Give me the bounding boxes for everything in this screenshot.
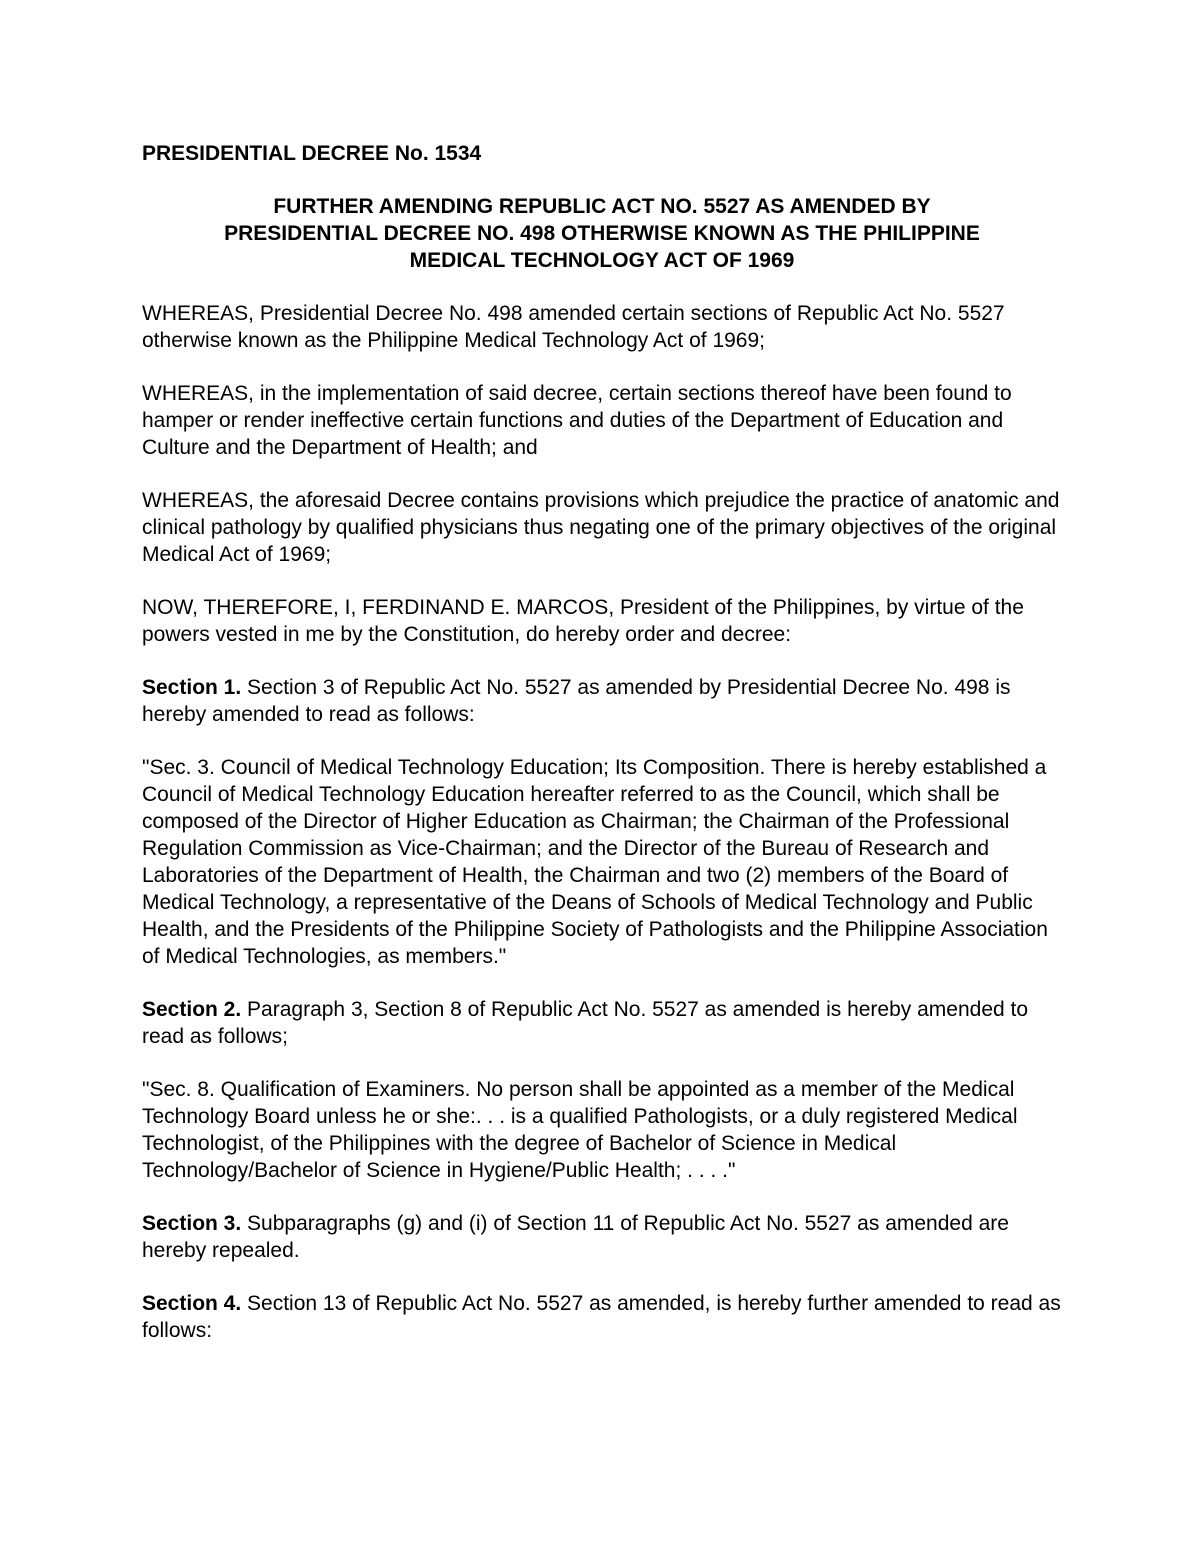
- section-3-text: Subparagraphs (g) and (i) of Section 11 of Republic Act No. 5527 as amended are hereby repealed.: [142, 1212, 1009, 1262]
- section-2: [142, 996, 1062, 1050]
- section-2-text: Paragraph 3, Section 8 of Republic Act No. 5527 as amended is hereby amended to read as follows;: [142, 998, 1029, 1048]
- now-therefore-clause: NOW, THEREFORE, I, FERDINAND E. MARCOS, President of the Philippines, by virtue of the powers vested in me by the Constitution, do hereby order and decree:: [142, 596, 1024, 646]
- document-title: [142, 193, 1062, 274]
- section-1: [142, 674, 1062, 728]
- title-line-2: PRESIDENTIAL DECREE NO. 498 OTHERWISE KNOWN AS THE PHILIPPINE: [224, 222, 980, 245]
- section-4-text: Section 13 of Republic Act No. 5527 as amended, is hereby further amended to read as follows:: [142, 1292, 1061, 1342]
- section-3-label: Section 3.: [142, 1212, 242, 1235]
- whereas-clause-3: WHEREAS, the aforesaid Decree contains provisions which prejudice the practice of anatomic and clinical pathology by qualified physicians thus negating one of the primary objectives of the original Medical Act of 1969;: [142, 489, 1060, 566]
- title-line-1: FURTHER AMENDING REPUBLIC ACT NO. 5527 AS AMENDED BY: [273, 195, 931, 218]
- whereas-clause-2: WHEREAS, in the implementation of said decree, certain sections thereof have been found to hamper or render ineffective certain functions and duties of the Department of Education and Culture and the Department of Health; and: [142, 382, 1012, 459]
- decree-number: PRESIDENTIAL DECREE No. 1534: [142, 142, 482, 165]
- section-3: [142, 1210, 1062, 1264]
- section-2-label: Section 2.: [142, 998, 242, 1021]
- title-line-3: MEDICAL TECHNOLOGY ACT OF 1969: [409, 249, 795, 272]
- whereas-clause-1: WHEREAS, Presidential Decree No. 498 amended certain sections of Republic Act No. 5527 otherwise known as the Philippine Medical Technology Act of 1969;: [142, 302, 1005, 352]
- section-1-text: Section 3 of Republic Act No. 5527 as amended by Presidential Decree No. 498 is hereby amended to read as follows:: [142, 676, 1011, 726]
- section-2-quote: "Sec. 8. Qualification of Examiners. No person shall be appointed as a member of the Medical Technology Board unless he or she:. . . is a qualified Pathologists, or a duly registered Medical Technologist, of the Philippines with the degree of Bachelor of Science in Medical Technology/Bachelor of Science in Hygiene/Public Health; . . . .": [142, 1078, 1018, 1182]
- section-4: [142, 1290, 1062, 1344]
- section-1-quote: "Sec. 3. Council of Medical Technology Education; Its Composition. There is hereby established a Council of Medical Technology Education hereafter referred to as the Council, which shall be composed of the Director of Higher Education as Chairman; the Chairman of the Professional Regulation Commission as Vice-Chairman; and the Director of the Bureau of Research and Laboratories of the Department of Health, the Chairman and two (2) members of the Board of Medical Technology, a representative of the Deans of Schools of Medical Technology and Public Health, and the Presidents of the Philippine Society of Pathologists and the Philippine Association of Medical Technologies, as members.": [142, 756, 1048, 968]
- section-1-label: Section 1.: [142, 676, 242, 699]
- section-4-label: Section 4.: [142, 1292, 242, 1315]
